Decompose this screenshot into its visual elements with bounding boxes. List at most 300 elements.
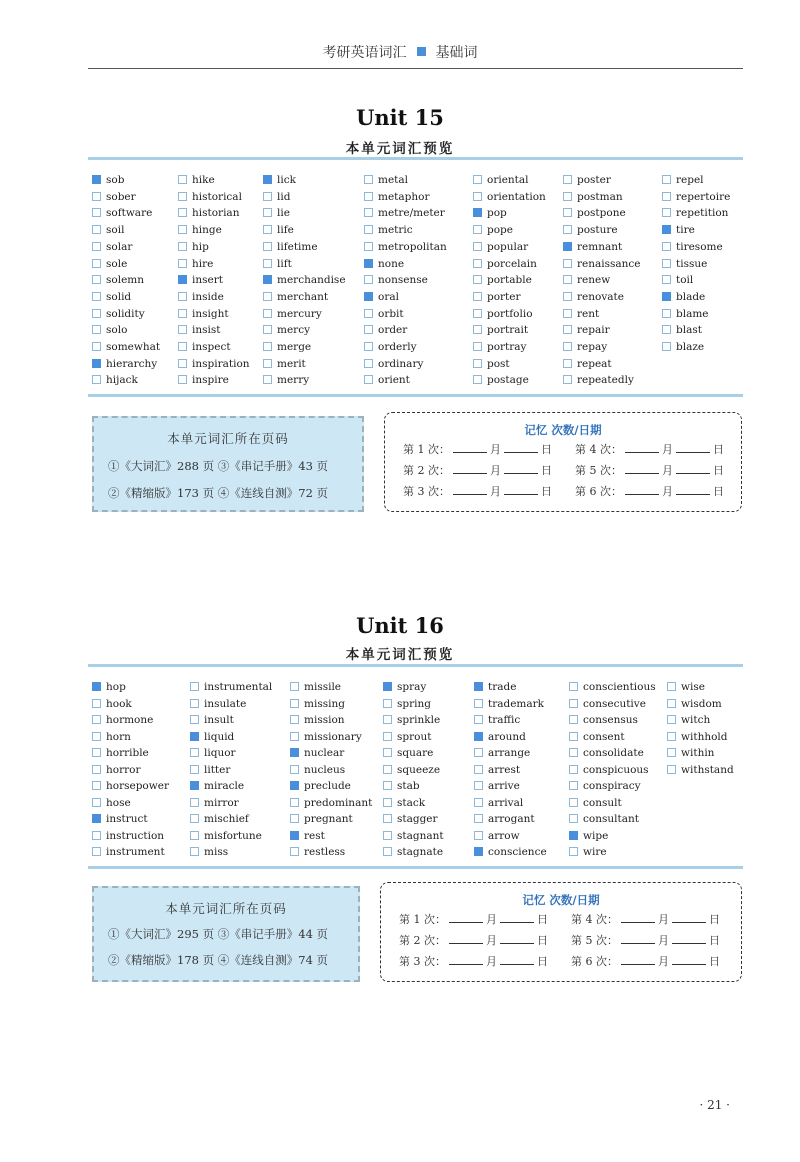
vocab-item [662,258,707,270]
day-blank[interactable] [672,954,706,965]
day-blank[interactable] [504,463,538,474]
day-label: 日 [709,955,720,968]
vocab-word: tiresome [676,240,723,253]
vocab-item [364,374,410,386]
checkbox-icon[interactable] [263,359,272,368]
vocab-item [92,714,153,726]
checkbox-icon[interactable] [92,342,101,351]
vocab-item [563,308,599,320]
vocab-item [190,714,234,726]
day-blank[interactable] [500,912,534,923]
checkbox-icon[interactable] [364,175,373,184]
checkbox-icon[interactable] [662,208,671,217]
checkbox-icon[interactable] [473,292,482,301]
checked-box-icon[interactable] [473,208,482,217]
checkbox-icon[interactable] [662,309,671,318]
vocab-word: merry [277,374,310,387]
checkbox-icon[interactable] [178,225,187,234]
checked-box-icon[interactable] [290,831,299,840]
month-blank[interactable] [449,954,483,965]
memory-log-label: 第 3 次： [399,955,446,968]
checkbox-icon[interactable] [290,765,299,774]
checkbox-icon[interactable] [662,192,671,201]
checkbox-icon[interactable] [569,847,578,856]
checkbox-icon[interactable] [569,765,578,774]
vocab-item [473,324,528,336]
checkbox-icon[interactable] [290,682,299,691]
checkbox-icon[interactable] [178,175,187,184]
checkbox-icon[interactable] [473,309,482,318]
vocab-word: mercury [277,307,322,320]
vocab-word: square [397,747,434,759]
vocab-item [473,207,507,219]
checkbox-icon[interactable] [178,259,187,268]
checkbox-icon[interactable] [662,242,671,251]
checkbox-icon[interactable] [92,242,101,251]
checked-box-icon[interactable] [263,275,272,284]
unit-subtitle: 本单元词汇预览 [345,141,455,157]
vocab-item [178,224,222,236]
checkbox-icon[interactable] [92,325,101,334]
checkbox-icon[interactable] [178,359,187,368]
checkbox-icon[interactable] [667,699,676,708]
vocab-word: consent [583,730,625,743]
vocab-item [563,274,610,286]
checkbox-icon[interactable] [190,814,199,823]
checkbox-icon[interactable] [563,359,572,368]
vocab-item [473,224,513,236]
vocab-word: portfolio [487,307,533,320]
vocab-item [92,698,132,710]
day-blank[interactable] [504,442,538,453]
vocab-item [563,358,612,370]
vocab-word: pope [487,224,513,237]
vocab-word: solo [106,324,128,337]
vocab-item [563,191,623,203]
vocab-item [263,191,290,203]
checkbox-icon[interactable] [92,798,101,807]
checkbox-icon[interactable] [92,375,101,384]
vocab-word: none [378,257,405,270]
checked-box-icon[interactable] [290,781,299,790]
vocab-item [263,291,328,303]
section-rule [88,664,743,667]
vocab-item [263,324,310,336]
memory-log-label: 第 5 次： [571,934,618,947]
checkbox-icon[interactable] [190,831,199,840]
checkbox-icon[interactable] [667,682,676,691]
checkbox-icon[interactable] [383,814,392,823]
checkbox-icon[interactable] [190,847,199,856]
vocab-word: nucleus [304,763,346,776]
vocab-item [263,241,318,253]
vocab-item [569,764,649,776]
checkbox-icon[interactable] [364,309,373,318]
checkbox-icon[interactable] [473,359,482,368]
checkbox-icon[interactable] [364,192,373,201]
vocab-item [474,846,547,858]
vocab-item [569,681,656,693]
checked-box-icon[interactable] [383,682,392,691]
vocab-item [92,813,148,825]
checked-box-icon[interactable] [474,682,483,691]
checked-box-icon[interactable] [662,225,671,234]
checkbox-icon[interactable] [263,259,272,268]
checkbox-icon[interactable] [364,359,373,368]
vocab-word: renovate [577,290,624,303]
checkbox-icon[interactable] [263,342,272,351]
vocab-item [92,324,127,336]
vocab-item [569,780,641,792]
vocab-item [563,374,634,386]
checkbox-icon[interactable] [662,342,671,351]
checkbox-icon[interactable] [92,765,101,774]
vocab-word: repeatedly [577,374,634,387]
checkbox-icon[interactable] [178,309,187,318]
vocab-word: renew [577,274,611,287]
vocab-item [263,308,322,320]
checkbox-icon[interactable] [474,715,483,724]
month-blank[interactable] [453,442,487,453]
checkbox-icon[interactable] [178,325,187,334]
vocab-word: sprinkle [397,714,441,726]
vocab-item [383,780,420,792]
page-reference-row: ②《精缩版》173 页 ④《连线自测》72 页 [108,486,329,500]
checkbox-icon[interactable] [474,765,483,774]
checkbox-icon[interactable] [364,208,373,217]
checkbox-icon[interactable] [569,732,578,741]
checkbox-icon[interactable] [563,225,572,234]
checked-box-icon[interactable] [92,359,101,368]
vocab-word: merit [277,357,306,370]
vocab-word: lift [277,257,292,270]
vocab-word: instruction [106,829,165,842]
checkbox-icon[interactable] [473,325,482,334]
checkbox-icon[interactable] [569,682,578,691]
checkbox-icon[interactable] [178,292,187,301]
checkbox-icon[interactable] [563,309,572,318]
vocab-item [569,830,608,842]
checkbox-icon[interactable] [92,781,101,790]
checkbox-icon[interactable] [473,375,482,384]
vocab-word: within [681,747,715,759]
vocab-item [569,846,607,858]
checkbox-icon[interactable] [290,814,299,823]
vocab-word: consensus [583,714,638,726]
checkbox-icon[interactable] [364,242,373,251]
vocab-word: order [378,324,408,337]
checkbox-icon[interactable] [190,715,199,724]
checkbox-icon[interactable] [92,748,101,757]
checkbox-icon[interactable] [178,242,187,251]
month-label: 月 [490,485,501,498]
checkbox-icon[interactable] [383,847,392,856]
checkbox-icon[interactable] [563,175,572,184]
vocab-word: porcelain [487,257,537,270]
checkbox-icon[interactable] [563,275,572,284]
checkbox-icon[interactable] [364,225,373,234]
checkbox-icon[interactable] [662,325,671,334]
vocab-item [383,764,440,776]
checkbox-icon[interactable] [563,342,572,351]
checkbox-icon[interactable] [383,781,392,790]
checkbox-icon[interactable] [473,275,482,284]
checked-box-icon[interactable] [178,275,187,284]
day-label: 日 [713,485,724,498]
vocab-word: lick [277,174,296,186]
vocab-word: arrival [488,796,524,809]
vocab-word: orientation [487,190,546,203]
checkbox-icon[interactable] [190,699,199,708]
vocab-word: consecutive [583,697,646,710]
checked-box-icon[interactable] [569,831,578,840]
checkbox-icon[interactable] [364,375,373,384]
checkbox-icon[interactable] [92,699,101,708]
checkbox-icon[interactable] [290,699,299,708]
checkbox-icon[interactable] [190,765,199,774]
checkbox-icon[interactable] [364,325,373,334]
vocab-item [563,341,607,353]
checkbox-icon[interactable] [92,715,101,724]
checkbox-icon[interactable] [263,192,272,201]
checkbox-icon[interactable] [290,732,299,741]
checkbox-icon[interactable] [473,242,482,251]
checkbox-icon[interactable] [263,325,272,334]
checkbox-icon[interactable] [190,748,199,757]
checkbox-icon[interactable] [662,259,671,268]
memory-log-row [575,441,724,457]
vocab-word: misfortune [204,829,262,842]
checkbox-icon[interactable] [569,798,578,807]
checked-box-icon[interactable] [290,748,299,757]
checkbox-icon[interactable] [569,748,578,757]
checkbox-icon[interactable] [563,325,572,334]
checkbox-icon[interactable] [383,798,392,807]
checkbox-icon[interactable] [290,847,299,856]
checkbox-icon[interactable] [563,292,572,301]
checkbox-icon[interactable] [92,275,101,284]
month-blank[interactable] [449,912,483,923]
checkbox-icon[interactable] [474,814,483,823]
checkbox-icon[interactable] [263,242,272,251]
vocab-word: arrange [488,747,531,759]
checkbox-icon[interactable] [364,342,373,351]
vocab-item [190,780,244,792]
checkbox-icon[interactable] [667,748,676,757]
checkbox-icon[interactable] [474,831,483,840]
vocab-word: pregnant [304,813,353,825]
vocab-word: merge [277,341,312,353]
checkbox-icon[interactable] [474,748,483,757]
checkbox-icon[interactable] [474,798,483,807]
vocab-word: metric [378,224,413,237]
checkbox-icon[interactable] [473,175,482,184]
day-label: 日 [537,934,548,947]
vocab-word: sprout [397,730,432,743]
checkbox-icon[interactable] [473,342,482,351]
month-blank[interactable] [453,463,487,474]
checkbox-icon[interactable] [290,715,299,724]
vocab-item [662,308,709,320]
checkbox-icon[interactable] [563,192,572,201]
checkbox-icon[interactable] [383,748,392,757]
vocab-item [178,341,231,353]
checkbox-icon[interactable] [92,831,101,840]
checkbox-icon[interactable] [563,208,572,217]
checkbox-icon[interactable] [383,699,392,708]
checkbox-icon[interactable] [667,715,676,724]
checkbox-icon[interactable] [383,732,392,741]
checkbox-icon[interactable] [92,259,101,268]
checkbox-icon[interactable] [473,225,482,234]
checkbox-icon[interactable] [178,192,187,201]
vocab-item [473,174,529,186]
month-blank[interactable] [453,484,487,495]
month-blank[interactable] [449,933,483,944]
day-blank[interactable] [676,463,710,474]
day-blank[interactable] [500,933,534,944]
day-blank[interactable] [504,484,538,495]
vocab-item [474,681,516,693]
vocab-item [92,207,152,219]
checked-box-icon[interactable] [474,847,483,856]
checked-box-icon[interactable] [474,732,483,741]
vocab-word: hop [106,681,126,693]
checked-box-icon[interactable] [263,175,272,184]
checkbox-icon[interactable] [662,175,671,184]
vocab-word: conspicuous [583,763,649,776]
checkbox-icon[interactable] [263,292,272,301]
vocab-word: historian [192,207,240,220]
checked-box-icon[interactable] [190,781,199,790]
checkbox-icon[interactable] [190,682,199,691]
checked-box-icon[interactable] [92,175,101,184]
checkbox-icon[interactable] [569,814,578,823]
month-blank[interactable] [621,933,655,944]
day-blank[interactable] [676,484,710,495]
vocab-word: metre/meter [378,207,445,220]
checkbox-icon[interactable] [263,375,272,384]
vocab-item [190,731,234,743]
vocab-item [563,258,641,270]
checkbox-icon[interactable] [190,798,199,807]
checked-box-icon[interactable] [662,292,671,301]
checkbox-icon[interactable] [263,208,272,217]
checkbox-icon[interactable] [473,192,482,201]
checkbox-icon[interactable] [383,715,392,724]
vocab-word: insulate [204,697,247,710]
day-blank[interactable] [500,954,534,965]
vocab-item [92,341,160,353]
vocab-word: arrogant [488,813,535,825]
vocab-item [178,207,239,219]
checkbox-icon[interactable] [667,765,676,774]
checkbox-icon[interactable] [92,309,101,318]
day-blank[interactable] [672,912,706,923]
checkbox-icon[interactable] [92,292,101,301]
day-blank[interactable] [676,442,710,453]
checkbox-icon[interactable] [92,225,101,234]
checkbox-icon[interactable] [364,275,373,284]
month-label: 月 [658,955,669,968]
checkbox-icon[interactable] [667,732,676,741]
checkbox-icon[interactable] [92,732,101,741]
checked-box-icon[interactable] [563,242,572,251]
checkbox-icon[interactable] [178,342,187,351]
memory-log-row [575,462,724,478]
page-reference-box [92,886,360,982]
vocab-word: restless [304,846,346,858]
checkbox-icon[interactable] [473,259,482,268]
checked-box-icon[interactable] [190,732,199,741]
month-blank[interactable] [621,912,655,923]
vocab-item [92,191,136,203]
checkbox-icon[interactable] [563,259,572,268]
month-blank[interactable] [625,463,659,474]
checkbox-icon[interactable] [263,309,272,318]
vocab-word: postpone [577,207,626,220]
checkbox-icon[interactable] [290,798,299,807]
checkbox-icon[interactable] [662,275,671,284]
checkbox-icon[interactable] [92,208,101,217]
vocab-item [263,258,292,270]
vocab-item [563,224,618,236]
month-blank[interactable] [625,442,659,453]
day-blank[interactable] [672,933,706,944]
vocab-word: merchandise [277,274,346,287]
vocab-word: arrive [488,780,520,792]
vocab-word: solar [106,240,133,253]
checkbox-icon[interactable] [92,192,101,201]
memory-log-row [403,441,552,457]
vocab-word: horror [106,763,141,776]
vocab-word: conspiracy [583,780,641,792]
vocab-item [473,258,537,270]
checkbox-icon[interactable] [569,699,578,708]
checkbox-icon[interactable] [383,831,392,840]
vocab-word: liquor [204,747,236,759]
checkbox-icon[interactable] [383,765,392,774]
header-rule [88,68,743,69]
month-blank[interactable] [625,484,659,495]
checkbox-icon[interactable] [569,715,578,724]
vocab-word: blaze [676,341,705,353]
checkbox-icon[interactable] [263,225,272,234]
vocab-item [563,207,626,219]
checked-box-icon[interactable] [364,259,373,268]
checked-box-icon[interactable] [92,814,101,823]
month-blank[interactable] [621,954,655,965]
checkbox-icon[interactable] [178,375,187,384]
vocab-word: sober [106,190,136,203]
vocab-item [474,747,530,759]
checkbox-icon[interactable] [474,699,483,708]
checkbox-icon[interactable] [178,208,187,217]
memory-log-row [403,462,552,478]
checkbox-icon[interactable] [474,781,483,790]
month-label: 月 [490,443,501,456]
checked-box-icon[interactable] [364,292,373,301]
checkbox-icon[interactable] [569,781,578,790]
vocab-item [290,731,362,743]
vocab-item [290,714,345,726]
checked-box-icon[interactable] [92,682,101,691]
checkbox-icon[interactable] [563,375,572,384]
vocab-word: stab [397,780,420,792]
vocab-item [364,241,447,253]
vocab-word: missile [304,681,342,693]
checkbox-icon[interactable] [92,847,101,856]
